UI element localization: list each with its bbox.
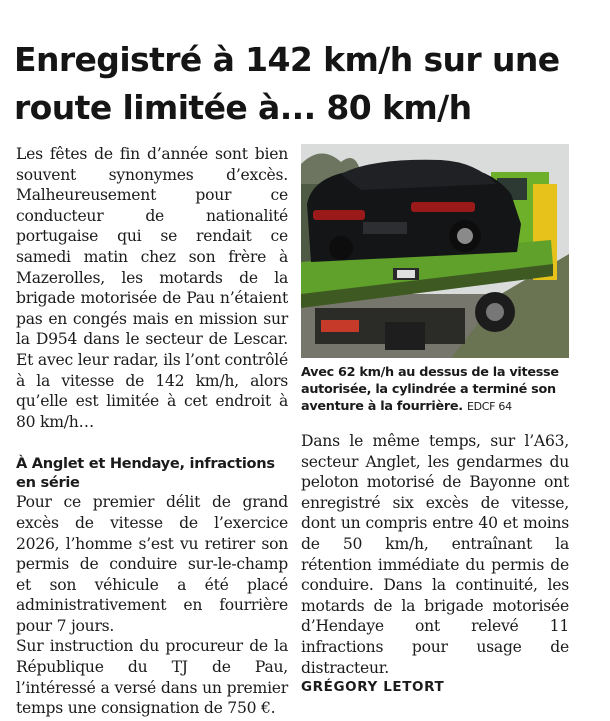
tow-truck-car-photo	[301, 144, 569, 358]
section-subhead: À Anglet et Hendaye, infractions en série	[16, 455, 275, 492]
paragraph-anglet-hendaye: Dans le même temps, sur l’A63, secteur Anglet, les gendarmes du peloton motorisé de Bayonne ont enregistré six excès de vitesse, dont un compris entre 40 et moins de 50 km/h, entraînant la rétention immédiate du permis de conduire. Dans la continuité, les motards de la brigade motorisée d’Hendaye ont relevé 11 infractions pour usage de distracteur.	[301, 432, 569, 677]
photo-caption	[301, 364, 569, 415]
caption-text: Avec 62 km/h au dessus de la vitesse autorisée, la cylindrée a terminé son aventure à la fourrière.	[301, 365, 559, 414]
headline: Enregistré à 142 km/h sur une route limitée à... 80 km/h	[14, 40, 560, 127]
left-column	[16, 144, 288, 719]
section-block	[16, 454, 288, 719]
photo-credit: EDCF 64	[466, 400, 512, 413]
author-byline: GRÉGORY LETORT	[301, 679, 445, 696]
right-column	[301, 144, 569, 695]
intro-paragraph: Les fêtes de fin d’année sont bien souvent synonymes d’excès. Malheureusement pour ce conducteur de nationalité portugaise qui se rendait ce samedi matin chez son frère à Mazerolles, les motards de la brigade motorisée de Pau n’étaient pas en congés mais en mission sur la D954 dans le secteur de Lescar. Et avec leur radar, ils l’ont contrôlé à la vitesse de 142 km/h, alors qu’elle est limitée à cet endroit à 80 km/h…	[16, 145, 288, 431]
paragraph-sanction: Pour ce premier délit de grand excès de vitesse de l’exercice 2026, l’homme s’est vu retirer son permis de conduire sur-le-champ et son véhicule a été placé administrativement en fourrière pour 7 jours.	[16, 493, 288, 635]
paragraph-consignation: Sur instruction du procureur de la République du TJ de Pau, l’intéressé a versé dans un premier temps une consignation de 750 €.	[16, 637, 288, 718]
